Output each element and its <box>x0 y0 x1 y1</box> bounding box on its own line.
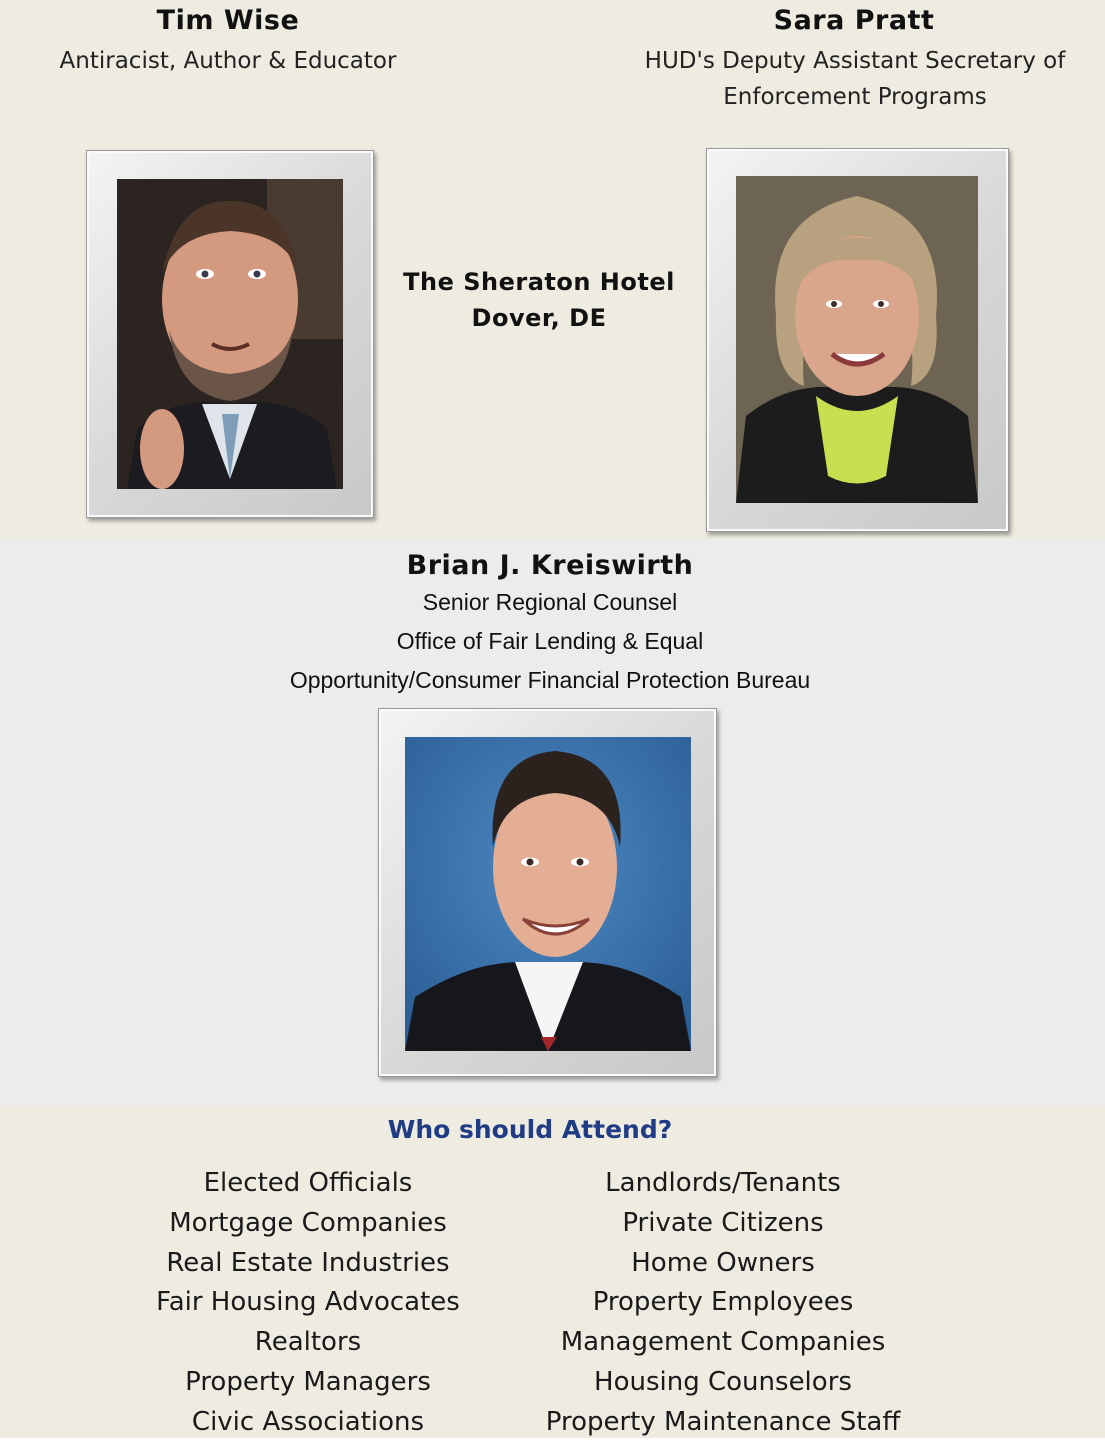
portrait-tim-wise <box>117 179 343 489</box>
speaker-title-sara-line1: HUD's Deputy Assistant Secretary of <box>644 48 1066 74</box>
attend-list-left <box>98 1164 518 1443</box>
venue-name: The Sheraton Hotel <box>403 268 675 296</box>
attendee-item: Housing Counselors <box>594 1366 852 1397</box>
attendee-item: Real Estate Industries <box>166 1247 450 1278</box>
speaker-name-sara: Sara Pratt <box>773 5 935 36</box>
attendee-item: Elected Officials <box>203 1168 413 1198</box>
speaker-name-tim: Tim Wise <box>156 5 300 36</box>
speaker-title-tim: Antiracist, Author & Educator <box>59 48 397 74</box>
venue-location: Dover, DE <box>471 304 607 332</box>
speaker-title-brian-line2: Office of Fair Lending & Equal <box>396 628 704 654</box>
attendee-item: Civic Associations <box>191 1406 425 1437</box>
portrait-brian-kreiswirth <box>405 737 691 1051</box>
portrait-sara-pratt <box>736 176 978 503</box>
venue-block <box>390 264 688 336</box>
attend-heading: Who should Attend? <box>387 1115 673 1144</box>
attendee-item: Property Maintenance Staff <box>545 1406 901 1437</box>
attendee-item: Private Citizens <box>622 1207 824 1238</box>
attendee-item: Realtors <box>254 1327 362 1358</box>
attendee-item: Property Employees <box>592 1287 854 1318</box>
speaker-title-sara-line2: Enforcement Programs <box>723 84 987 110</box>
attendee-item: Home Owners <box>631 1247 815 1278</box>
speaker-title-brian-line3: Opportunity/Consumer Financial Protection Bureau <box>289 667 811 693</box>
attendee-item: Landlords/Tenants <box>605 1168 841 1198</box>
speaker-title-brian-line1: Senior Regional Counsel <box>422 589 678 615</box>
speaker-name-brian: Brian J. Kreiswirth <box>406 550 694 581</box>
attendee-item: Management Companies <box>560 1327 886 1358</box>
attendee-item: Property Managers <box>185 1366 431 1397</box>
attendee-item: Mortgage Companies <box>169 1207 447 1238</box>
attend-list-right <box>513 1164 933 1443</box>
attendee-item: Fair Housing Advocates <box>156 1287 460 1318</box>
